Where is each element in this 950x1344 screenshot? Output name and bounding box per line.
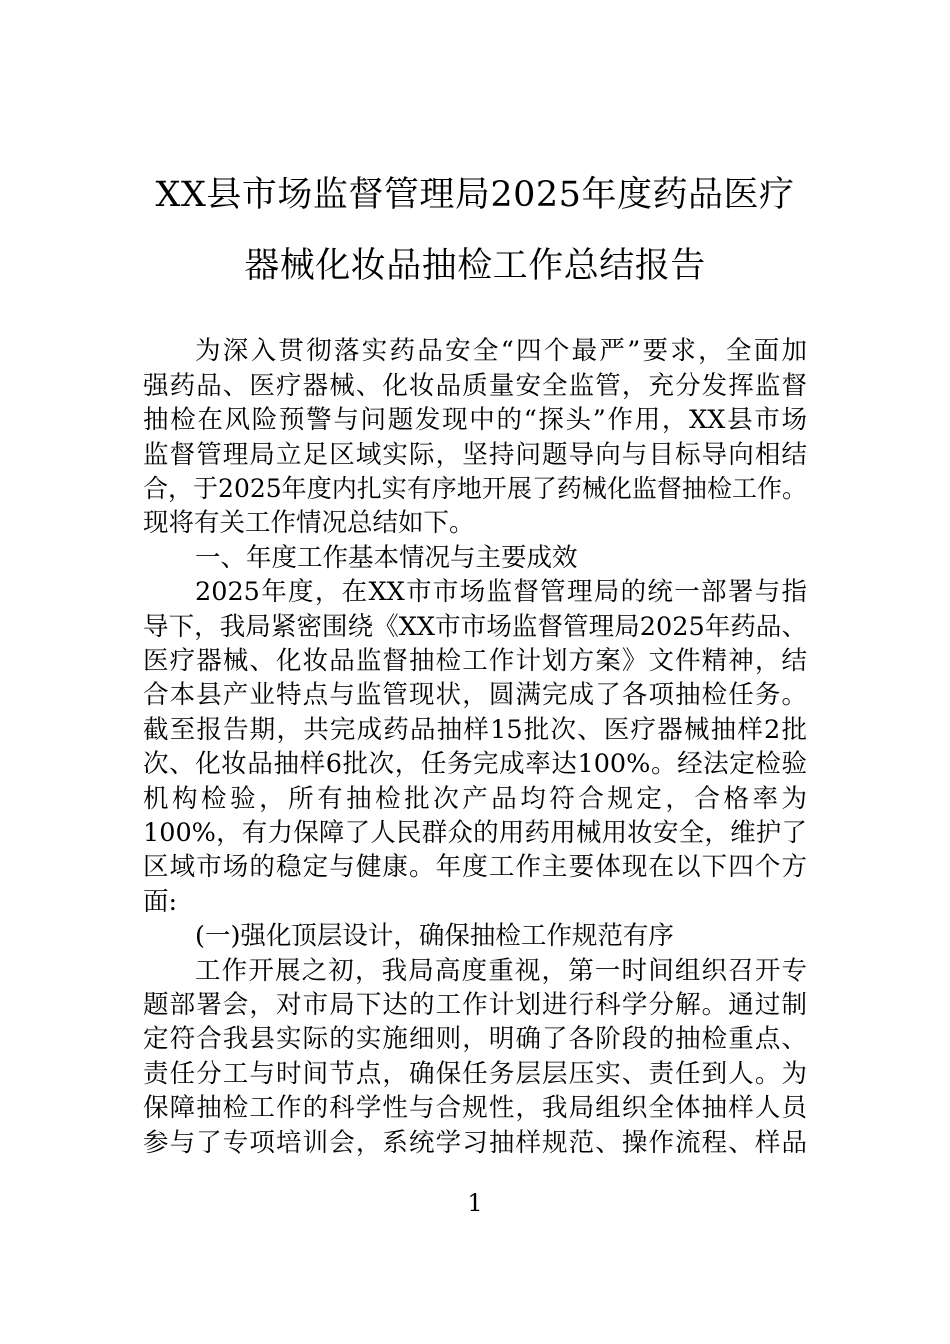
paragraph-line: 保障抽检工作的科学性与合规性，我局组织全体抽样人员 — [143, 1093, 807, 1123]
paragraph-line: 区域市场的稳定与健康。年度工作主要体现在以下四个方 — [143, 852, 807, 882]
paragraph-line: 题部署会，对市局下达的工作计划进行科学分解。通过制 — [143, 990, 807, 1020]
paragraph-line: 截至报告期，共完成药品抽样15批次、医疗器械抽样2批 — [143, 715, 807, 745]
paragraph-line: 2025年度，在XX市市场监督管理局的统一部署与指 — [195, 577, 807, 607]
paragraph-line: 导下，我局紧密围绕《XX市市场监督管理局2025年药品、 — [143, 612, 807, 642]
paragraph-line: 次、化妆品抽样6批次，任务完成率达100%。经法定检验 — [143, 749, 807, 779]
paragraph-line: 医疗器械、化妆品监督抽检工作计划方案》文件精神，结 — [143, 646, 807, 676]
paragraph-line: 合，于2025年度内扎实有序地开展了药械化监督抽检工作。 — [143, 474, 807, 503]
paragraph-line: 监督管理局立足区域实际，坚持问题导向与目标导向相结 — [143, 440, 807, 470]
paragraph-line: 现将有关工作情况总结如下。 — [143, 508, 475, 538]
section-heading: 一、年度工作基本情况与主要成效 — [195, 543, 578, 573]
paragraph-line: 参与了专项培训会，系统学习抽样规范、操作流程、样品 — [143, 1128, 807, 1158]
paragraph-line: 工作开展之初，我局高度重视，第一时间组织召开专 — [195, 956, 807, 986]
paragraph-line: 强药品、医疗器械、化妆品质量安全监管，充分发挥监督 — [143, 371, 807, 401]
paragraph-line: 机构检验，所有抽检批次产品均符合规定，合格率为 — [143, 784, 807, 814]
document-title-line-1: XX县市场监督管理局2025年度药品医疗 — [155, 175, 795, 215]
paragraph-line: 面: — [143, 887, 178, 917]
paragraph-line: 为深入贯彻落实药品安全“四个最严”要求，全面加 — [195, 336, 807, 366]
document-title-line-2: 器械化妆品抽检工作总结报告 — [244, 246, 706, 286]
page-number: 1 — [467, 1189, 483, 1217]
subsection-heading: (一)强化顶层设计，确保抽检工作规范有序 — [195, 921, 674, 951]
paragraph-line: 合本县产业特点与监管现状，圆满完成了各项抽检任务。 — [143, 680, 807, 710]
paragraph-line: 100%，有力保障了人民群众的用药用械用妆安全，维护了 — [143, 818, 807, 848]
paragraph-line: 抽检在风险预警与问题发现中的“探头”作用，XX县市场 — [143, 405, 807, 435]
paragraph-line: 定符合我县实际的实施细则，明确了各阶段的抽检重点、 — [143, 1024, 807, 1054]
paragraph-line: 责任分工与时间节点，确保任务层层压实、责任到人。为 — [143, 1059, 807, 1089]
